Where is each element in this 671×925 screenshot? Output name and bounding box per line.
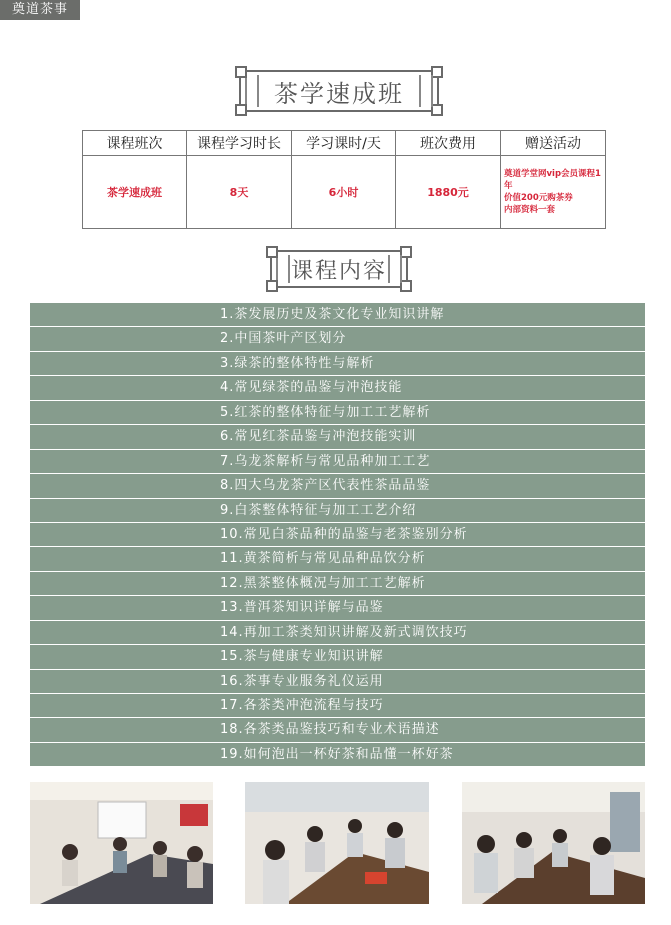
classroom-photo <box>462 782 645 904</box>
list-item: 12.黑茶整体概况与加工工艺解析 <box>30 572 645 596</box>
title-frame <box>239 70 439 112</box>
gift-line: 内部资料一套 <box>504 205 556 215</box>
list-item: 3.绿茶的整体特性与解析 <box>30 352 645 376</box>
frame-corner <box>400 280 412 292</box>
list-item: 13.普洱茶知识详解与品鉴 <box>30 596 645 620</box>
frame-corner <box>235 66 247 78</box>
curriculum-list <box>30 303 645 767</box>
page-title: 茶学速成班 <box>274 79 404 108</box>
classroom-photo-illustration <box>245 782 429 904</box>
gift-line: 价值200元购茶券 <box>504 193 573 203</box>
list-item: 7.乌龙茶解析与常见品种加工工艺 <box>30 450 645 474</box>
list-item: 18.各茶类品鉴技巧和专业术语描述 <box>30 718 645 742</box>
cell-duration: 8天 <box>187 156 292 229</box>
frame-corner <box>431 104 443 116</box>
list-item: 5.红茶的整体特征与加工工艺解析 <box>30 401 645 425</box>
list-item: 19.如何泡出一杯好茶和品懂一杯好茶 <box>30 743 645 767</box>
classroom-photo <box>245 782 429 904</box>
brand-logo: 奠道茶事 <box>0 0 80 20</box>
section-frame <box>270 250 408 288</box>
frame-corner <box>266 246 278 258</box>
list-item: 17.各茶类冲泡流程与技巧 <box>30 694 645 718</box>
header-hours: 学习课时/天 <box>292 131 396 156</box>
list-item: 11.黄茶简析与常见品种品饮分析 <box>30 547 645 571</box>
classroom-photo-illustration <box>30 782 213 904</box>
table-row <box>83 156 606 229</box>
header-fee: 班次费用 <box>396 131 501 156</box>
table-header-row <box>83 131 606 156</box>
frame-corner <box>400 246 412 258</box>
list-item: 2.中国茶叶产区划分 <box>30 327 645 351</box>
header-duration: 课程学习时长 <box>187 131 292 156</box>
header-gift: 赠送活动 <box>501 131 606 156</box>
header-class: 课程班次 <box>83 131 187 156</box>
list-item: 16.茶事专业服务礼仪运用 <box>30 670 645 694</box>
frame-corner <box>235 104 247 116</box>
list-item: 14.再加工茶类知识讲解及新式调饮技巧 <box>30 621 645 645</box>
list-item: 6.常见红茶品鉴与冲泡技能实训 <box>30 425 645 449</box>
list-item: 9.白茶整体特征与加工工艺介绍 <box>30 499 645 523</box>
section-title: 课程内容 <box>290 258 387 284</box>
gift-line: 奠道学堂网vip会员课程1年 <box>504 169 601 191</box>
cell-class-name: 茶学速成班 <box>83 156 187 229</box>
list-item: 1.茶发展历史及茶文化专业知识讲解 <box>30 303 645 327</box>
frame-corner <box>431 66 443 78</box>
list-item: 4.常见绿茶的品鉴与冲泡技能 <box>30 376 645 400</box>
course-info-table <box>82 130 606 229</box>
classroom-photo <box>30 782 213 904</box>
cell-hours: 6小时 <box>292 156 396 229</box>
frame-corner <box>266 280 278 292</box>
list-item: 15.茶与健康专业知识讲解 <box>30 645 645 669</box>
cell-fee: 1880元 <box>396 156 501 229</box>
cell-gift <box>501 156 606 229</box>
classroom-photo-illustration <box>462 782 645 904</box>
list-item: 8.四大乌龙茶产区代表性茶品品鉴 <box>30 474 645 498</box>
list-item: 10.常见白茶品种的品鉴与老茶鉴别分析 <box>30 523 645 547</box>
